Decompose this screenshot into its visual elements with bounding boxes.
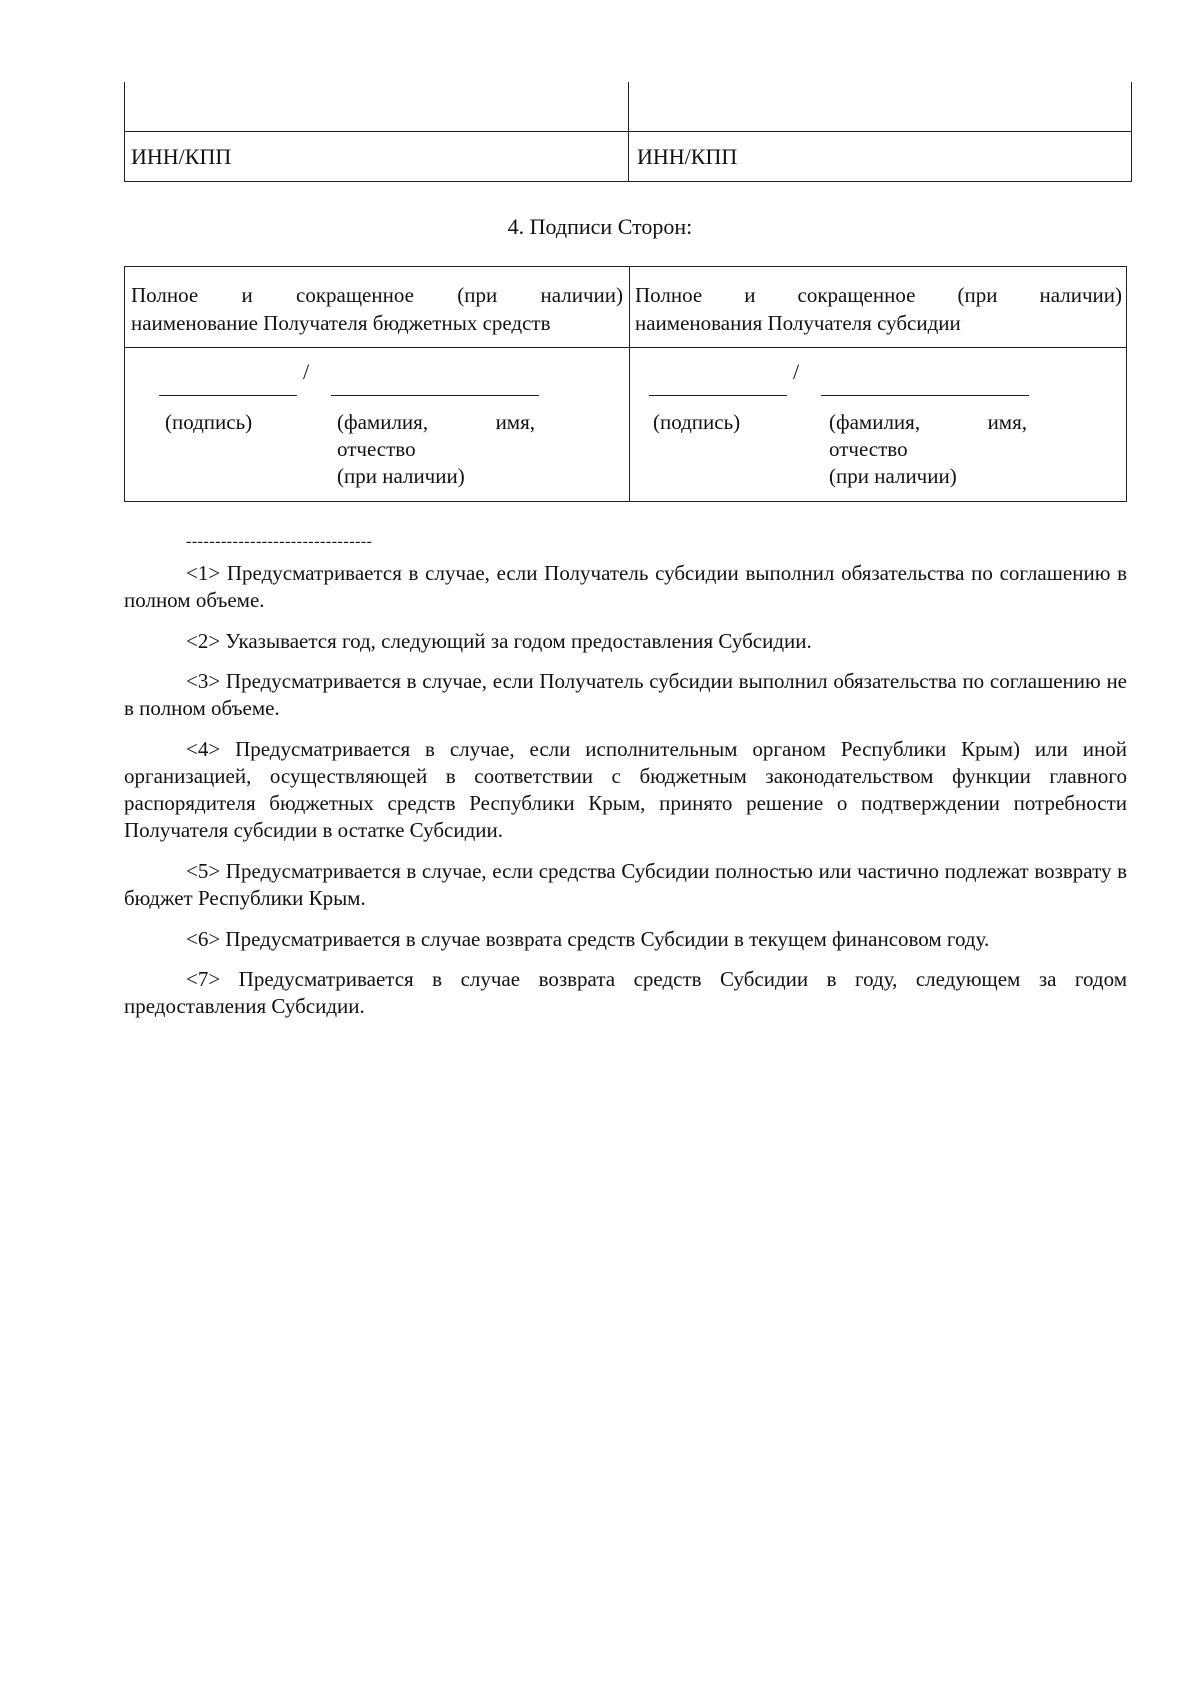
footnote-4: <4> Предусматривается в случае, если исполнительным органом Республики Крым) или иной организацией, осуществляющей в соответствии с бюджетным законодательством функции главного распорядителя бюджетных средств Республики Крым, принято решение о подтверждении потребности Получателя субсидии в остатке Субсидии. — [124, 737, 1127, 842]
signatures-table — [124, 266, 1127, 502]
right-fio-line3: (при наличии) — [829, 464, 957, 488]
table-divider-horizontal — [125, 347, 1126, 348]
right-fio-word1: (фамилия, — [829, 410, 921, 434]
table-divider-horizontal — [125, 131, 1131, 132]
left-slash: / — [303, 359, 310, 384]
left-party-header-line2: наименование Получателя бюджетных средств — [131, 311, 551, 335]
footnote-7: <7> Предусматривается в случае возврата средств Субсидии в году, следующем за годом предоставления Субсидии. — [124, 967, 1127, 1018]
footnote-separator: -------------------------------- — [186, 533, 373, 550]
right-signature-line — [649, 395, 787, 396]
left-fio-line3: (при наличии) — [337, 464, 465, 488]
right-party-header-line2: наименования Получателя субсидии — [635, 311, 961, 335]
right-name-line — [821, 395, 1029, 396]
right-party-header-line1: Полное и сокращенное (при наличии) — [635, 283, 1122, 307]
left-fio-word1: (фамилия, — [337, 410, 429, 434]
left-party-header-line1: Полное и сокращенное (при наличии) — [131, 283, 623, 307]
right-slash: / — [793, 359, 800, 384]
left-party-header — [131, 281, 623, 337]
left-signature-line — [159, 395, 297, 396]
inn-kpp-left-label: ИНН/КПП — [131, 144, 232, 169]
left-fio-line2: отчество — [337, 437, 416, 461]
left-name-line — [331, 395, 539, 396]
signatures-heading: 4. Подписи Сторон: — [507, 214, 693, 239]
right-fio-line2: отчество — [829, 437, 908, 461]
right-fio-label — [829, 409, 1027, 490]
right-signature-label: (подпись) — [653, 410, 741, 434]
footnote-3: <3> Предусматривается в случае, если Получатель субсидии выполнил обязательства по соглашению не в полном объеме. — [124, 669, 1127, 720]
right-fio-word2: имя, — [987, 410, 1027, 434]
inn-kpp-right-label: ИНН/КПП — [637, 144, 738, 169]
left-fio-word2: имя, — [495, 410, 535, 434]
footnote-6: <6> Предусматривается в случае возврата средств Субсидии в текущем финансовом году. — [186, 927, 990, 951]
inn-kpp-table — [124, 82, 1132, 182]
footnote-2: <2> Указывается год, следующий за годом предоставления Субсидии. — [186, 629, 812, 653]
right-party-header — [635, 281, 1122, 337]
table-divider-vertical — [629, 267, 630, 501]
footnote-1: <1> Предусматривается в случае, если Получатель субсидии выполнил обязательства по соглашению в полном объеме. — [124, 561, 1127, 612]
left-signature-label: (подпись) — [165, 410, 253, 434]
left-fio-label — [337, 409, 535, 490]
footnote-5: <5> Предусматривается в случае, если средства Субсидии полностью или частично подлежат возврату в бюджет Республики Крым. — [124, 859, 1127, 910]
